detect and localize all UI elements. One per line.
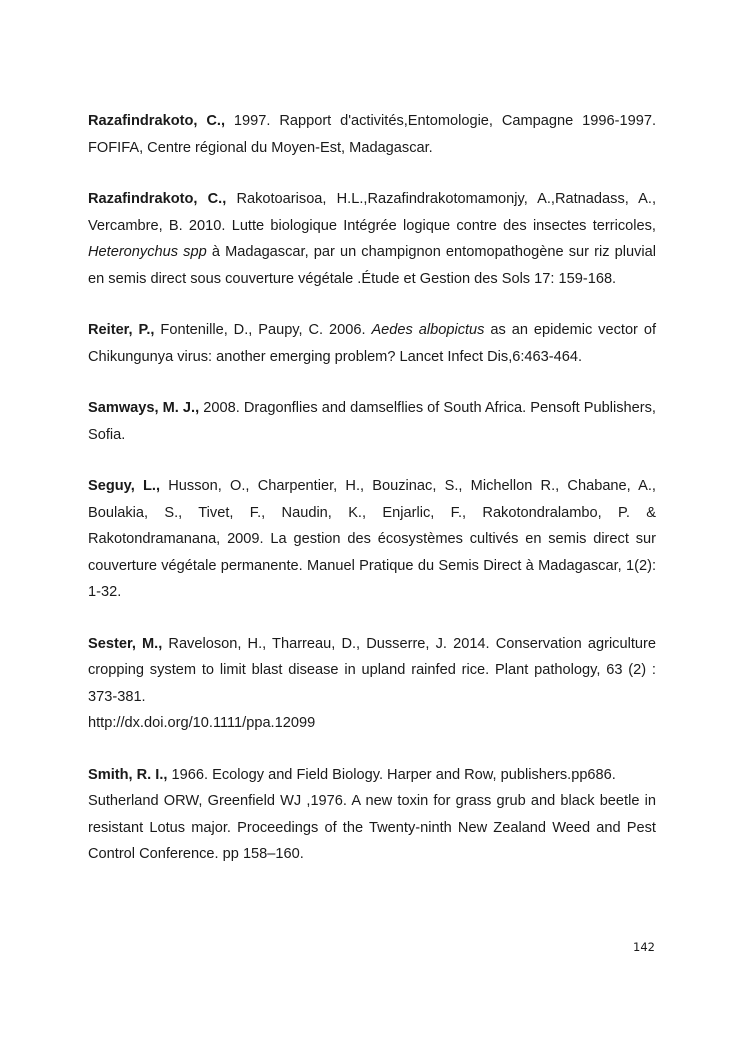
reference-author: Reiter, P., <box>88 322 155 338</box>
reference-body-continued: à Madagascar, par un champignon entomopathogène sur riz pluvial en semis direct sous couverture végétale .Étude et Gestion des Sols 17: 159-168. <box>88 244 656 287</box>
reference-body: 1997. Rapport d'activités,Entomologie, Campagne 1996-1997. FOFIFA, Centre régional du Moyen-Est, Madagascar. <box>88 113 656 156</box>
reference-author: Razafindrakoto, C., <box>88 113 226 129</box>
reference-species-name: Aedes albopictus <box>371 322 485 338</box>
reference-body: Rakotoarisoa, H.L.,Razafindrakotomamonjy, A.,Ratnadass, A., Vercambre, B. 2010. Lutte biologique Intégrée logique contre des insectes terricoles, <box>88 191 656 234</box>
reference-entry <box>88 186 656 292</box>
page-number: 142 <box>633 940 655 954</box>
reference-body-continued: as an epidemic vector of Chikungunya virus: another emerging problem? Lancet Infect Dis,6:463-464. <box>88 322 657 365</box>
reference-body: Fontenille, D., Paupy, C. 2006. <box>160 322 366 338</box>
reference-author: Razafindrakoto, C., <box>88 191 227 207</box>
reference-entry <box>88 317 656 370</box>
reference-entry <box>88 473 656 606</box>
reference-text <box>88 473 656 606</box>
reference-author: Smith, R. I., <box>88 766 168 783</box>
reference-text <box>88 762 656 789</box>
reference-author: Samways, M. J., <box>88 400 200 416</box>
reference-continuation: Sutherland ORW, Greenfield WJ ,1976. A new toxin for grass grub and black beetle in resistant Lotus major. Proceedings of the Twenty-ninth New Zealand Weed and Pest Control Conference. pp 158–160. <box>88 793 656 862</box>
reference-species-name: Heteronychus spp <box>88 244 207 260</box>
reference-text <box>88 186 656 292</box>
reference-entry <box>88 762 656 868</box>
reference-body: Husson, O., Charpentier, H., Bouzinac, S., Michellon R., Chabane, A., Boulakia, S., Tivet, F., Naudin, K., Enjarlic, F., Rakotondralambo, P. & Rakotondramanana, 2009. La gestion des écosystèmes cultivés en semis direct sur couverture végétale permanente. Manuel Pratique du Semis Direct à Madagascar, 1(2): 1-32. <box>88 478 656 600</box>
reference-author: Sester, M., <box>88 635 163 652</box>
reference-text <box>88 317 656 370</box>
reference-body: Raveloson, H., Tharreau, D., Dusserre, J. 2014. Conservation agriculture cropping system to limit blast disease in upland rainfed rice. Plant pathology, 63 (2) : 373-381. <box>88 635 656 705</box>
reference-text <box>88 395 656 448</box>
reference-url[interactable]: http://dx.doi.org/10.1111/ppa.12099 <box>88 715 316 731</box>
reference-text <box>88 631 656 711</box>
reference-entry <box>88 108 656 161</box>
reference-body: 1966. Ecology and Field Biology. Harper and Row, publishers.pp686. <box>171 766 616 783</box>
reference-body: 2008. Dragonflies and damselflies of South Africa. Pensoft Publishers, Sofia. <box>88 400 656 443</box>
reference-text <box>88 108 656 161</box>
reference-entry <box>88 395 656 448</box>
reference-entry <box>88 631 656 737</box>
reference-author: Seguy, L., <box>88 478 161 494</box>
reference-list <box>88 108 656 893</box>
